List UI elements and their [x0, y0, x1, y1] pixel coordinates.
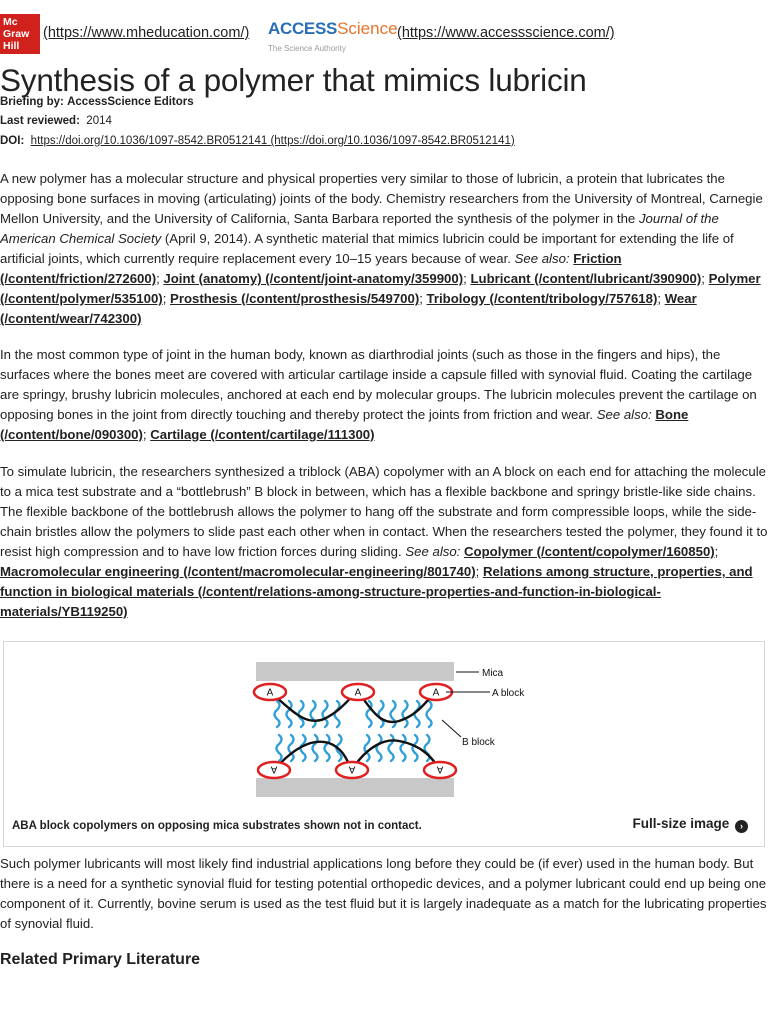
briefing-label: Briefing by: [0, 96, 64, 108]
link-relations-biological-materials[interactable]: Relations among structure, properties, and function in biological materials (/content/relations-among-structure-properties-and-function-in-biological-materials/YB119250) [0, 564, 753, 619]
site-header [0, 14, 768, 58]
doi-label: DOI: [0, 135, 25, 147]
bristle-side-chain [311, 701, 316, 727]
figure-caption: ABA block copolymers on opposing mica substrates shown not in contact. [12, 820, 422, 832]
bristle-side-chain [275, 701, 280, 727]
doi-link-paren: (https://doi.org/10.1036/1097-8542.BR0512141) [270, 135, 515, 147]
link-tribology[interactable]: Tribology (/content/tribology/757618) [426, 291, 658, 306]
a-block-letter: A [354, 687, 362, 699]
doi-link-url: https://doi.org/10.1036/1097-8542.BR0512141 [30, 135, 268, 147]
accessscience-link[interactable]: (https://www.accessscience.com/) [397, 25, 615, 41]
paragraph-3: To simulate lubricin, the researchers synthesized a triblock (ABA) copolymer with an A block on each end for attaching the molecule to a mica test substrate and a “bottlebrush” B block in between, which has a flexible backbone and springy bristle-like side chains. The flexible backbone of the bottlebrush allows the polymer to hang off the substrate and form compressible loops, while the side-chain bristles allow the polymers to slide past each other when in contact. When the researchers tested the polymer, they found it to resist high compression and to have low friction forces during sliding. See also: Copolymer (/content/copolymer/160850); Macromolecular engineering (/content/macromolecular-engineering/801740); Relations among structure, properties, and function in biological materials (/content/relations-among-structure-properties-and-function-in-biological-materials/YB119250) [0, 464, 768, 619]
mica-label: Mica [482, 668, 504, 679]
bristle-side-chain [277, 735, 282, 761]
a-block-anchor [258, 762, 290, 778]
b-block-label: B block [462, 737, 495, 748]
p1-text-a: A new polymer has a molecular structure and physical properties very similar to those of lubricin, a protein that lubricates the opposing bone surfaces in moving (articulating) joints of the body. Chemistry researchers from the University of Montreal, Carnegie Mellon University, and the University of California, Santa Barbara reported the synthesis of the polymer in the [0, 171, 763, 226]
bristle-side-chain [427, 701, 432, 727]
bristle-side-chain [335, 701, 340, 727]
as-logo-science: Science [337, 19, 398, 38]
as-logo-access: ACCESS [268, 19, 338, 38]
a-block-letter: A [432, 687, 440, 699]
p2-text: In the most common type of joint in the human body, known as diarthrodial joints (such as those in the fingers and hips), the surfaces where the bones meet are covered with articular cartilage inside a capsule filled with synovial fluid. Coating the cartilage are springy, brushy lubricin molecules, anchored at each end by molecular groups. The lubricin molecules prevent the cartilage on opposing bones in the joint from directly touching and thereby protect the joints from friction and wear. [0, 347, 757, 422]
bristle-side-chain [323, 701, 328, 727]
bristle-side-chain [365, 735, 370, 761]
a-block-anchor [336, 762, 368, 778]
a-block-letter: A [348, 763, 356, 775]
mh-logo-line-1: Mc [3, 16, 18, 28]
doi-link[interactable] [31, 135, 515, 147]
b-block-pointer-line [442, 720, 461, 737]
bristle-side-chain [377, 735, 382, 761]
p1-text-b: (April 9, 2014). A synthetic material that mimics lubricin could be important for extending the life of artificial joints, which currently require replacement every 10–15 years because of wear. [0, 231, 734, 266]
a-block-letter: A [270, 763, 278, 775]
link-lubricant[interactable]: Lubricant (/content/lubricant/390900) [470, 271, 702, 286]
chevron-right-circle-icon: › [735, 820, 748, 833]
link-wear[interactable]: Wear (/content/wear/742300) [0, 291, 697, 326]
reviewed-value: 2014 [86, 115, 112, 127]
briefing-line [0, 96, 194, 108]
a-block-letter: A [266, 687, 274, 699]
reviewed-line [0, 115, 112, 127]
accessscience-logo[interactable] [268, 19, 396, 59]
mheducation-link[interactable]: (https://www.mheducation.com/) [43, 25, 250, 41]
a-block-label: A block [492, 688, 525, 699]
link-bone[interactable]: Bone (/content/bone/090300) [0, 407, 689, 442]
bristle-side-chain [401, 735, 406, 761]
link-polymer[interactable]: Polymer (/content/polymer/535100) [0, 271, 761, 306]
bristle-side-chain [325, 735, 330, 761]
link-macromolecular-engineering[interactable]: Macromolecular engineering (/content/macromolecular-engineering/801740) [0, 564, 476, 579]
see-also-label: See also: [596, 407, 652, 422]
see-also-label: See also: [514, 251, 570, 266]
bristle-side-chain [403, 701, 408, 727]
bristle-side-chain [287, 701, 292, 727]
link-friction[interactable]: Friction (/content/friction/272600) [0, 251, 622, 286]
figure-box [3, 641, 765, 847]
mica-substrate-bottom [256, 778, 454, 797]
link-cartilage[interactable]: Cartilage (/content/cartilage/111300) [150, 427, 375, 442]
full-size-label: Full-size image [632, 816, 730, 831]
related-literature-heading: Related Primary Literature [0, 951, 201, 968]
doi-line [0, 135, 515, 147]
journal-name: Journal of the American Chemical Society [0, 211, 719, 246]
bristle-side-chain [289, 735, 294, 761]
page-title: Synthesis of a polymer that mimics lubricin [0, 62, 587, 98]
mcgraw-hill-logo[interactable] [0, 14, 40, 54]
mica-substrate-top [256, 662, 454, 681]
briefing-value: AccessScience Editors [67, 96, 194, 108]
bristle-side-chain [389, 735, 394, 761]
link-joint-anatomy[interactable]: Joint (anatomy) (/content/joint-anatomy/359900) [163, 271, 464, 286]
full-size-image-button[interactable] [632, 816, 748, 833]
paragraph-2: In the most common type of joint in the human body, known as diarthrodial joints (such as those in the fingers and hips), the surfaces where the bones meet are covered with articular cartilage inside a capsule filled with synovial fluid. Coating the cartilage are springy, brushy lubricin molecules, anchored at each end by molecular groups. The lubricin molecules prevent the cartilage on opposing bones in the joint from directly touching and thereby protect the joints from friction and wear. See also: Bone (/content/bone/090300); Cartilage (/content/cartilage/111300) [0, 347, 757, 442]
a-block-anchor [342, 684, 374, 700]
bristle-side-chain [299, 701, 304, 727]
a-block-anchor [254, 684, 286, 700]
paragraph-1: A new polymer has a molecular structure and physical properties very similar to those of lubricin, a protein that lubricates the opposing bone surfaces in moving (articulating) joints of the body. Chemistry researchers from the University of Montreal, Carnegie Mellon University, and the University of California, Santa Barbara reported the synthesis of the polymer in the Journal of the American Chemical Society (April 9, 2014). A synthetic material that mimics lubricin could be important for extending the life of artificial joints, which currently require replacement every 10–15 years because of wear. See also: Friction (/content/friction/272600); Joint (anatomy) (/content/joint-anatomy/359900); Lubricant (/content/lubricant/390900); Polymer (/content/polymer/535100); Prosthesis (/content/prosthesis/549700); Tribology (/content/tribology/757618); Wear (/content/wear/742300) [0, 171, 763, 326]
bristle-side-chain [379, 701, 384, 727]
paragraph-4: Such polymer lubricants will most likely find industrial applications long before they could be (if ever) used in the human body. But there is a need for a synthetic synovial fluid for testing potential orthopedic devices, and a polymer lubricant could end up being one component of it. Currently, bovine serum is used as the test fluid but it is largely inadequate as a match for the lubricating properties of synovial fluid. [0, 856, 767, 931]
aba-copolymer-diagram[interactable] [249, 657, 539, 802]
reviewed-label: Last reviewed: [0, 115, 80, 127]
see-also-label: See also: [405, 544, 461, 559]
mh-logo-line-2: Graw [3, 28, 30, 40]
a-block-anchors [254, 684, 456, 778]
link-prosthesis[interactable]: Prosthesis (/content/prosthesis/549700) [170, 291, 420, 306]
as-logo-tagline: The Science Authority [268, 44, 346, 53]
link-copolymer[interactable]: Copolymer (/content/copolymer/160850) [464, 544, 715, 559]
bristle-side-chain [313, 735, 318, 761]
p3-text: To simulate lubricin, the researchers synthesized a triblock (ABA) copolymer with an A block on each end for attaching the molecule to a mica test substrate and a “bottlebrush” B block in between, which has a flexible backbone and springy bristle-like side chains. The flexible backbone of the bottlebrush allows the polymer to hang off the substrate and form compressible loops, while the side-chain bristles allow the polymers to slide past each other when in contact. When the researchers tested the polymer, they found it to resist high compression and to have low friction forces during sliding. [0, 464, 768, 559]
mh-logo-line-3: Hill [3, 40, 20, 52]
bristle-group [275, 701, 432, 761]
a-block-anchor [424, 762, 456, 778]
a-block-letter: A [436, 763, 444, 775]
